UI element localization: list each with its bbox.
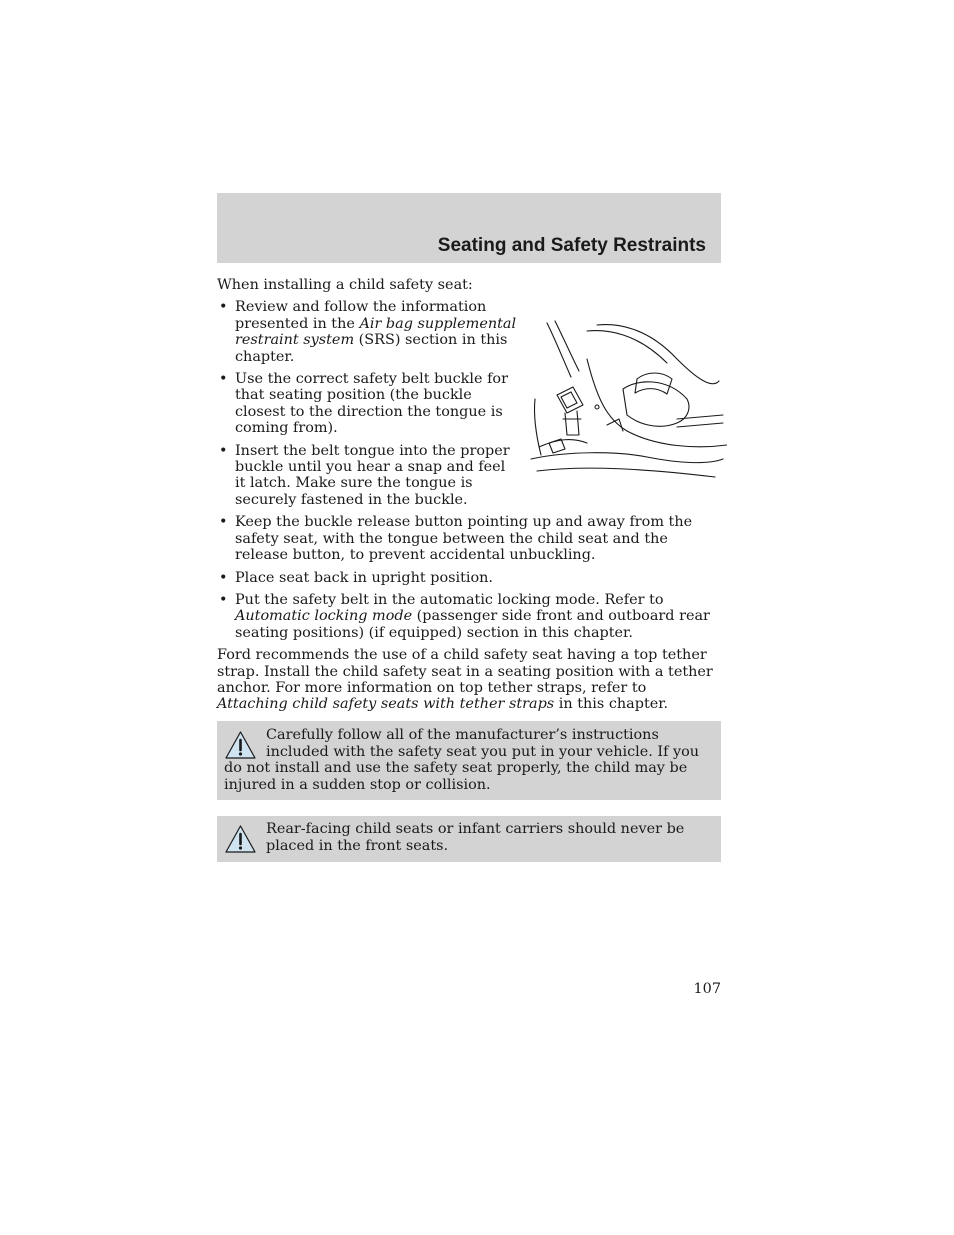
tether-paragraph: Ford recommends the use of a child safety seat having a top tether strap. Install the child safety seat in a seating position with a tether anchor. For more information on top tether straps, refer to Attaching child safety seats with tether straps in this chapter. bbox=[217, 647, 713, 713]
bullet-icon: • bbox=[219, 371, 228, 388]
warning-triangle-icon bbox=[224, 824, 257, 854]
list-item: • Review and follow the information presented in the Air bag supplemental restraint system (SRS) section in this chapter. bbox=[219, 299, 517, 365]
warning-box bbox=[217, 816, 721, 862]
warning-triangle-icon bbox=[224, 730, 257, 760]
section-header-band bbox=[217, 193, 721, 263]
list-item: • Use the correct safety belt buckle for that seating position (the buckle closest to the direction the tongue is coming from). bbox=[219, 371, 508, 437]
intro-text: When installing a child safety seat: bbox=[217, 277, 473, 293]
list-item: • Put the safety belt in the automatic locking mode. Refer to Automatic locking mode (passenger side front and outboard rear seating positions) (if equipped) section in this chapter. bbox=[219, 591, 710, 641]
cross-reference: Air bag supplemental restraint system bbox=[235, 315, 517, 349]
list-item: • Insert the belt tongue into the proper buckle until you hear a snap and feel it latch. Make sure the tongue is securely fastened in the buckle. bbox=[219, 442, 510, 508]
warning-text: Rear-facing child seats or infant carriers should never be placed in the front seats. bbox=[266, 821, 685, 854]
main-content bbox=[217, 277, 721, 721]
cross-reference: Attaching child safety seats with tether straps bbox=[217, 696, 555, 713]
list-item: • Place seat back in upright position. bbox=[219, 569, 493, 586]
bullet-icon: • bbox=[219, 569, 228, 586]
page-number: 107 bbox=[693, 981, 721, 997]
warning-box bbox=[217, 721, 721, 800]
bullet-icon: • bbox=[219, 442, 228, 459]
bullet-icon: • bbox=[219, 514, 228, 531]
section-title: Seating and Safety Restraints bbox=[437, 235, 706, 256]
list-item: • Keep the buckle release button pointing up and away from the safety seat, with the tongue between the child seat and the release button, to prevent accidental unbuckling. bbox=[219, 514, 693, 564]
bullet-icon: • bbox=[219, 591, 228, 608]
warning-text: Carefully follow all of the manufacturer’s instructions included with the safety seat you put in your vehicle. If you do not install and use the safety seat properly, the child may be injured in a sudden stop or collision. bbox=[224, 727, 700, 793]
bullet-icon: • bbox=[219, 299, 228, 316]
cross-reference: Automatic locking mode bbox=[235, 608, 413, 625]
installation-steps bbox=[217, 299, 721, 641]
